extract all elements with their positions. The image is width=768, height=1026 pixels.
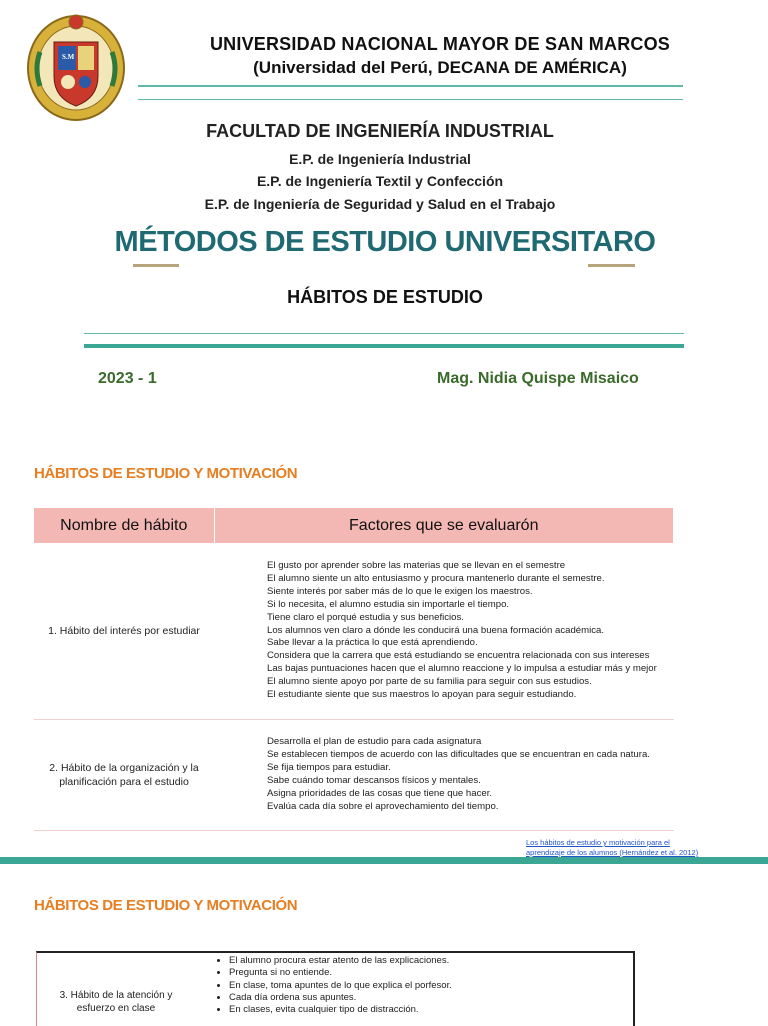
list-item: • Sabe cuándo tomar descansos físicos y mentales. — [267, 775, 673, 788]
gold-accent-right — [588, 264, 635, 267]
list-item: • El alumno siente apoyo por parte de su familia para seguir con sus estudios. — [267, 676, 673, 689]
seal-monogram: S.M — [62, 53, 75, 61]
faculty-title: FACULTAD DE INGENIERÍA INDUSTRIAL — [206, 121, 554, 141]
teal-rule-thin-2 — [84, 333, 684, 334]
teal-rule-top — [138, 85, 683, 87]
list-item: • El estudiante siente que sus maestros lo apoyan para seguir estudiando. — [267, 689, 673, 702]
factor-list — [215, 560, 673, 701]
topic-title: HÁBITOS DE ESTUDIO — [287, 287, 483, 307]
gold-accent-left — [133, 264, 179, 267]
list-item: • Se establecen tiempos de acuerdo con las dificultades que se encuentran en cada natura. — [267, 749, 673, 762]
list-item: • El alumno procura estar atento de las explicaciones. — [229, 955, 452, 967]
teacher-name: Mag. Nidia Quispe Misaico — [437, 370, 639, 387]
school-industrial: E.P. de Ingeniería Industrial — [289, 151, 471, 167]
table-row — [34, 720, 674, 831]
list-item: • Tiene claro el porqué estudia y sus beneficios. — [267, 612, 673, 625]
source-link[interactable] — [526, 838, 698, 858]
habits-table-2 — [36, 951, 635, 1026]
factor-list — [215, 736, 673, 813]
academic-term: 2023 - 1 — [98, 370, 157, 387]
habit-name: 1. Hábito del interés por estudiar — [34, 543, 214, 720]
list-item: • Se fija tiempos para estudiar. — [267, 762, 673, 775]
school-textil: E.P. de Ingeniería Textil y Confección — [256, 173, 504, 189]
course-title: MÉTODOS DE ESTUDIO UNIVERSITARO — [114, 226, 656, 258]
teal-rule-thick — [84, 344, 684, 348]
list-item: • Cada día ordena sus apuntes. — [229, 992, 452, 1004]
school-seguridad: E.P. de Ingeniería de Seguridad y Salud en el Trabajo — [204, 196, 556, 212]
list-item: • Siente interés por saber más de lo que le exigen los maestros. — [267, 586, 673, 599]
list-item: • Sabe llevar a la práctica lo que está aprendiendo. — [267, 637, 673, 650]
list-item: • Asigna prioridades de las cosas que tiene que hacer. — [267, 788, 673, 801]
list-item: • En clases, evita cualquier tipo de distracción. — [229, 1004, 452, 1016]
slide-divider — [0, 857, 768, 864]
factor-list — [213, 955, 452, 1017]
list-item: • Considera que la carrera que está estudiando se encuentra relacionada con sus intereses — [267, 650, 673, 663]
section-title: HÁBITOS DE ESTUDIO Y MOTIVACIÓN — [34, 465, 298, 482]
list-item: • En clase, toma apuntes de lo que explica el porfesor. — [229, 980, 452, 992]
list-item: • Pregunta si no entiende. — [229, 967, 452, 979]
list-item: • Si lo necesita, el alumno estudia sin importarle el tiempo. — [267, 599, 673, 612]
habits-table — [34, 508, 674, 831]
section-title-2: HÁBITOS DE ESTUDIO Y MOTIVACIÓN — [34, 897, 298, 914]
source-line-1: Los hábitos de estudio y motivación para el — [526, 838, 670, 847]
university-subtitle: (Universidad del Perú, DECANA DE AMÉRICA) — [253, 58, 627, 77]
table-row — [34, 543, 674, 720]
habit-factors — [214, 543, 674, 720]
list-item: • Evalúa cada día sobre el aprovechamiento del tiempo. — [267, 801, 673, 814]
habit-name: 3. Hábito de la atención y esfuerzo en clase — [59, 990, 173, 1014]
col-header-factors: Factores que se evaluarón — [214, 508, 674, 543]
list-item: • El alumno siente un alto entusiasmo y procura mantenerlo durante el semestre. — [267, 573, 673, 586]
source-line-2: aprendizaje de los alumnos (Hernández et al. 2012) — [526, 847, 699, 857]
list-item: • Los alumnos ven claro a dónde les conducirá una buena formación académica. — [267, 625, 673, 638]
list-item: • Las bajas puntuaciones hacen que el alumno reaccione y lo impulsa a estudiar más y mejor — [267, 663, 673, 676]
habit-name: 2. Hábito de la organización y la planificación para el estudio — [34, 720, 214, 831]
col-header-habit: Nombre de hábito — [34, 508, 214, 543]
university-seal-logo — [24, 12, 128, 124]
university-name: UNIVERSIDAD NACIONAL MAYOR DE SAN MARCOS — [209, 34, 671, 54]
list-item: • Desarrolla el plan de estudio para cada asignatura — [267, 736, 673, 749]
teal-rule-thin — [138, 99, 683, 100]
list-item: • El gusto por aprender sobre las materias que se llevan en el semestre — [267, 560, 673, 573]
habit-factors — [214, 720, 674, 831]
